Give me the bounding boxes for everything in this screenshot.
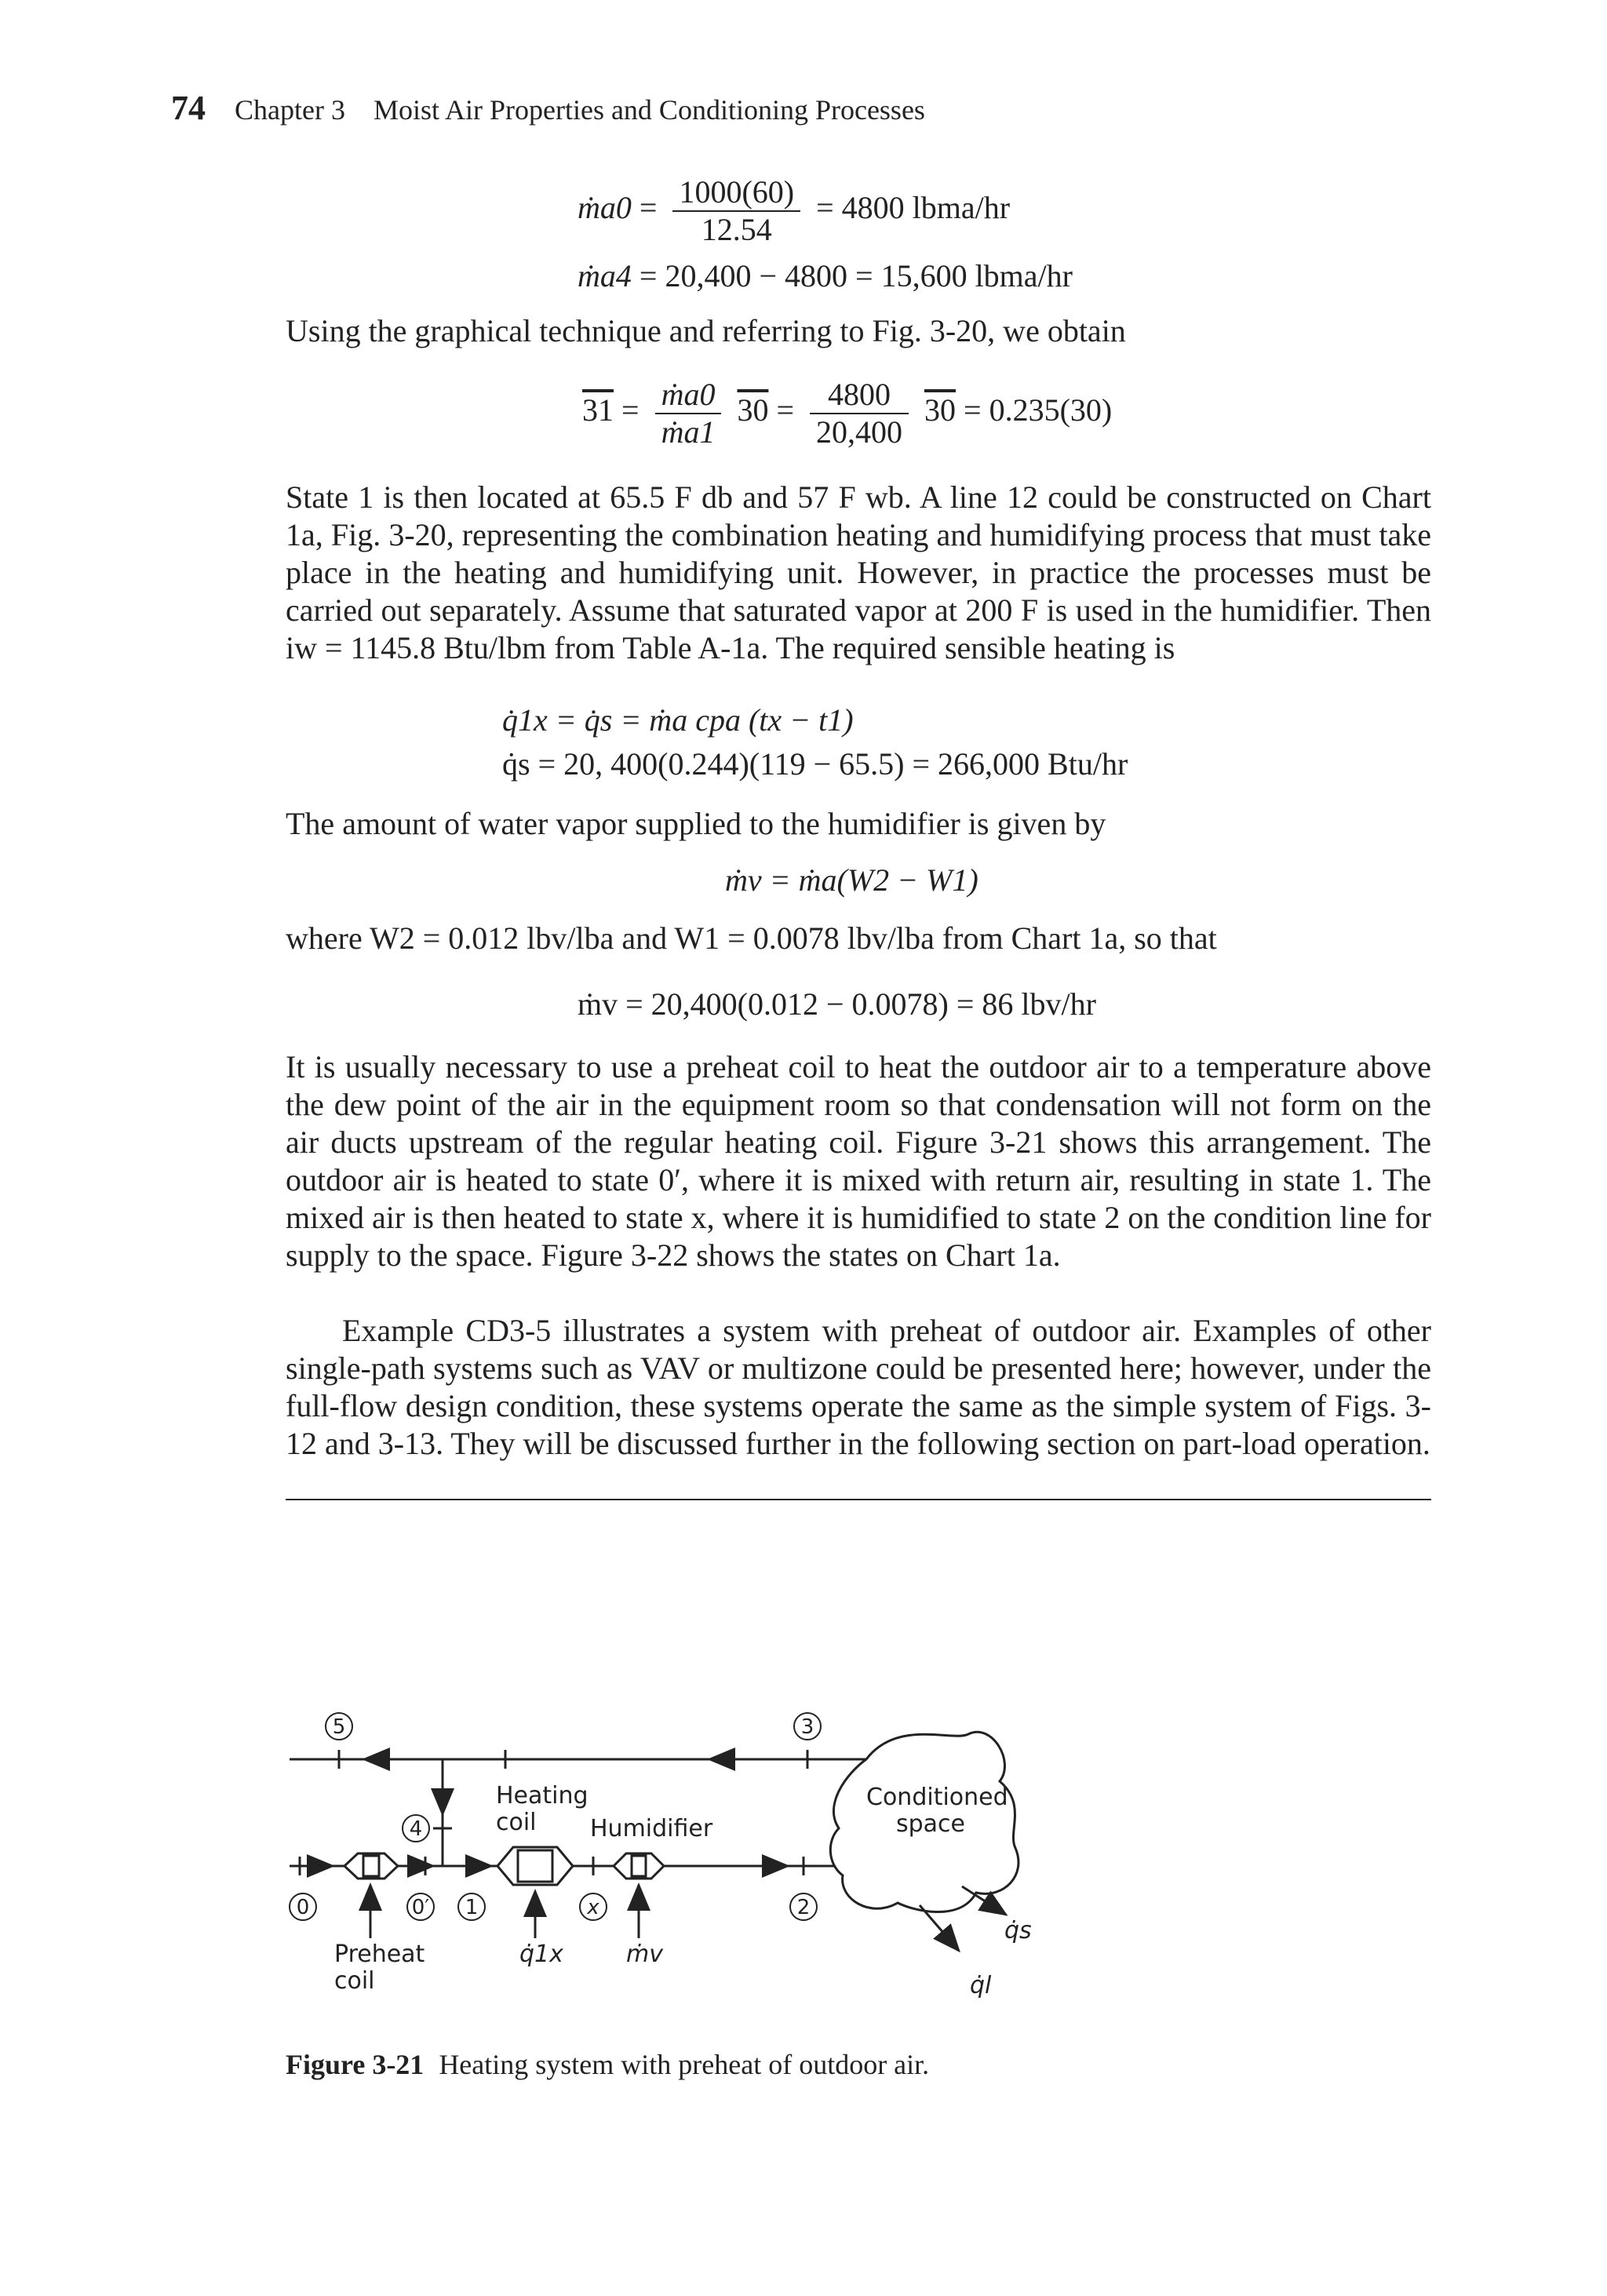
state-0-label: 0 bbox=[296, 1896, 310, 1919]
page-number: 74 bbox=[171, 89, 206, 127]
paragraph-graphical: Using the graphical technique and referring to Fig. 3-20, we obtain bbox=[286, 313, 1126, 348]
heating-system-diagram bbox=[286, 1687, 1070, 2032]
state-5-label: 5 bbox=[332, 1715, 346, 1739]
q1x-label: q̇1x bbox=[519, 1941, 563, 1968]
state-1-label: 1 bbox=[465, 1896, 479, 1919]
eq3-frac2-num: 4800 bbox=[810, 377, 909, 414]
preheat-label-1: Preheat bbox=[334, 1941, 425, 1968]
eq3-seg1: 30 bbox=[737, 392, 769, 428]
eq3-fraction-2 bbox=[810, 377, 909, 450]
state-2-label: 2 bbox=[796, 1896, 811, 1919]
humidifier bbox=[614, 1853, 664, 1879]
humidifier-core bbox=[632, 1856, 646, 1876]
eq1-result: = 4800 lbma/hr bbox=[816, 190, 1011, 226]
paragraph-w-values: where W2 = 0.012 lbv/lba and W1 = 0.0078 lbv/lba from Chart 1a, so that bbox=[286, 920, 1217, 956]
state-3-label: 3 bbox=[800, 1715, 814, 1739]
mv-label: ṁv bbox=[626, 1941, 663, 1968]
paragraph-water-vapor: The amount of water vapor supplied to the humidifier is given by bbox=[286, 806, 1106, 841]
state-4-label: 4 bbox=[409, 1817, 423, 1841]
eq3-frac1-den: ṁa1 bbox=[661, 414, 716, 450]
space-label-1: Conditioned bbox=[866, 1784, 1008, 1811]
eq3-fraction-1 bbox=[655, 377, 722, 450]
eq3-lhs: 31 bbox=[582, 392, 614, 428]
qs-label: q̇s bbox=[1004, 1917, 1032, 1944]
state-0p-label: 0′ bbox=[411, 1896, 430, 1919]
equation-ma4 bbox=[578, 257, 1073, 295]
eq2-rhs: = 20,400 − 4800 = 15,600 lbma/hr bbox=[639, 258, 1073, 293]
equation-ma0: ṁa0 = $\frac{1000(60)}{12.54}$ = 4800 lbma/hr bbox=[578, 174, 1011, 247]
figure-caption-text: Heating system with preheat of outdoor air. bbox=[439, 2049, 930, 2080]
heating-coil-label-1: Heating bbox=[496, 1782, 589, 1809]
figure-caption-label: Figure 3-21 bbox=[286, 2049, 425, 2080]
state-x-label: x bbox=[587, 1896, 599, 1919]
eq1-denominator: 12.54 bbox=[701, 212, 772, 247]
humidifier-label: Humidifier bbox=[590, 1815, 713, 1842]
figure-3-21 bbox=[286, 1687, 1070, 2036]
paragraph-preheat: It is usually necessary to use a preheat coil to heat the outdoor air to a temperature above the dew point of the air in the equipment room so that condensation will not form on the air ducts upstream of the regular heating coil. Figure 3-21 shows this arrangement. The outdoor air is heated to state 0′, where it is mixed with return air, resulting in state 1. The mixed air is then heated to state x, where it is humidified to state 2 on the condition line for supply to the space. Figure 3-22 shows the states on Chart 1a. bbox=[286, 1049, 1431, 1273]
paragraph-state-1: State 1 is then located at 65.5 F db and 57 F wb. A line 12 could be constructed on Chart 1a, Fig. 3-20, representing the combination heating and humidifying process that must take place in the heating and humidifying unit. However, in practice the processes must be carried out separately. Assume that saturated vapor at 200 F is used in the humidifier. Then iw = 1145.8 Btu/lbm from Table A-1a. The required sensible heating is bbox=[286, 479, 1431, 665]
equation-mv: ṁv = ṁa(W2 − W1) bbox=[725, 862, 978, 898]
eq1-fraction bbox=[672, 174, 800, 248]
section-rule bbox=[286, 1499, 1431, 1500]
preheat-coil-core bbox=[363, 1856, 379, 1876]
eq1-lhs: ṁa0 bbox=[578, 190, 632, 226]
space-label-2: space bbox=[896, 1810, 966, 1838]
eq1-numerator: 1000(60) bbox=[672, 174, 800, 212]
eq3-frac1-num: ṁa0 bbox=[655, 377, 722, 414]
paragraph-example: Example CD3-5 illustrates a system with preheat of outdoor air. Examples of other single-path systems such as VAV or multizone could be presented here; however, under the full-flow design condition, these systems operate the same as the simple system of Figs. 3-12 and 3-13. They will be discussed further in the following section on part-load operation. bbox=[286, 1313, 1431, 1461]
equation-qs: q̇s = 20, 400(0.244)(119 − 65.5) = 266,000 Btu/hr bbox=[502, 746, 1128, 782]
equation-segment-31: 31 = $\frac{\text{ṁa0}}{\text{ṁa1}}$ 30 = $\frac{4800}{20,400}$ 30 = 0.235(30) bbox=[582, 377, 1113, 450]
running-title: Chapter 3 Moist Air Properties and Conditioning Processes bbox=[235, 94, 925, 126]
equation-mv-value: ṁv = 20,400(0.012 − 0.0078) = 86 lbv/hr bbox=[578, 986, 1096, 1022]
heating-coil bbox=[497, 1847, 573, 1885]
eq3-result: = 0.235(30) bbox=[964, 392, 1113, 428]
figure-caption bbox=[286, 2048, 929, 2081]
heating-coil-label-2: coil bbox=[496, 1809, 537, 1836]
preheat-label-2: coil bbox=[334, 1967, 375, 1995]
equation-q1x: q̇1x = q̇s = ṁa cpa (tx − t1) bbox=[502, 702, 854, 738]
heating-coil-core bbox=[518, 1850, 552, 1882]
eq3-frac2-den: 20,400 bbox=[816, 414, 903, 450]
preheat-coil bbox=[344, 1853, 398, 1879]
ql-label: q̇l bbox=[970, 1972, 992, 1999]
eq3-seg2: 30 bbox=[924, 392, 957, 428]
eq2-lhs: ṁa4 bbox=[578, 258, 632, 293]
running-header bbox=[171, 88, 925, 128]
